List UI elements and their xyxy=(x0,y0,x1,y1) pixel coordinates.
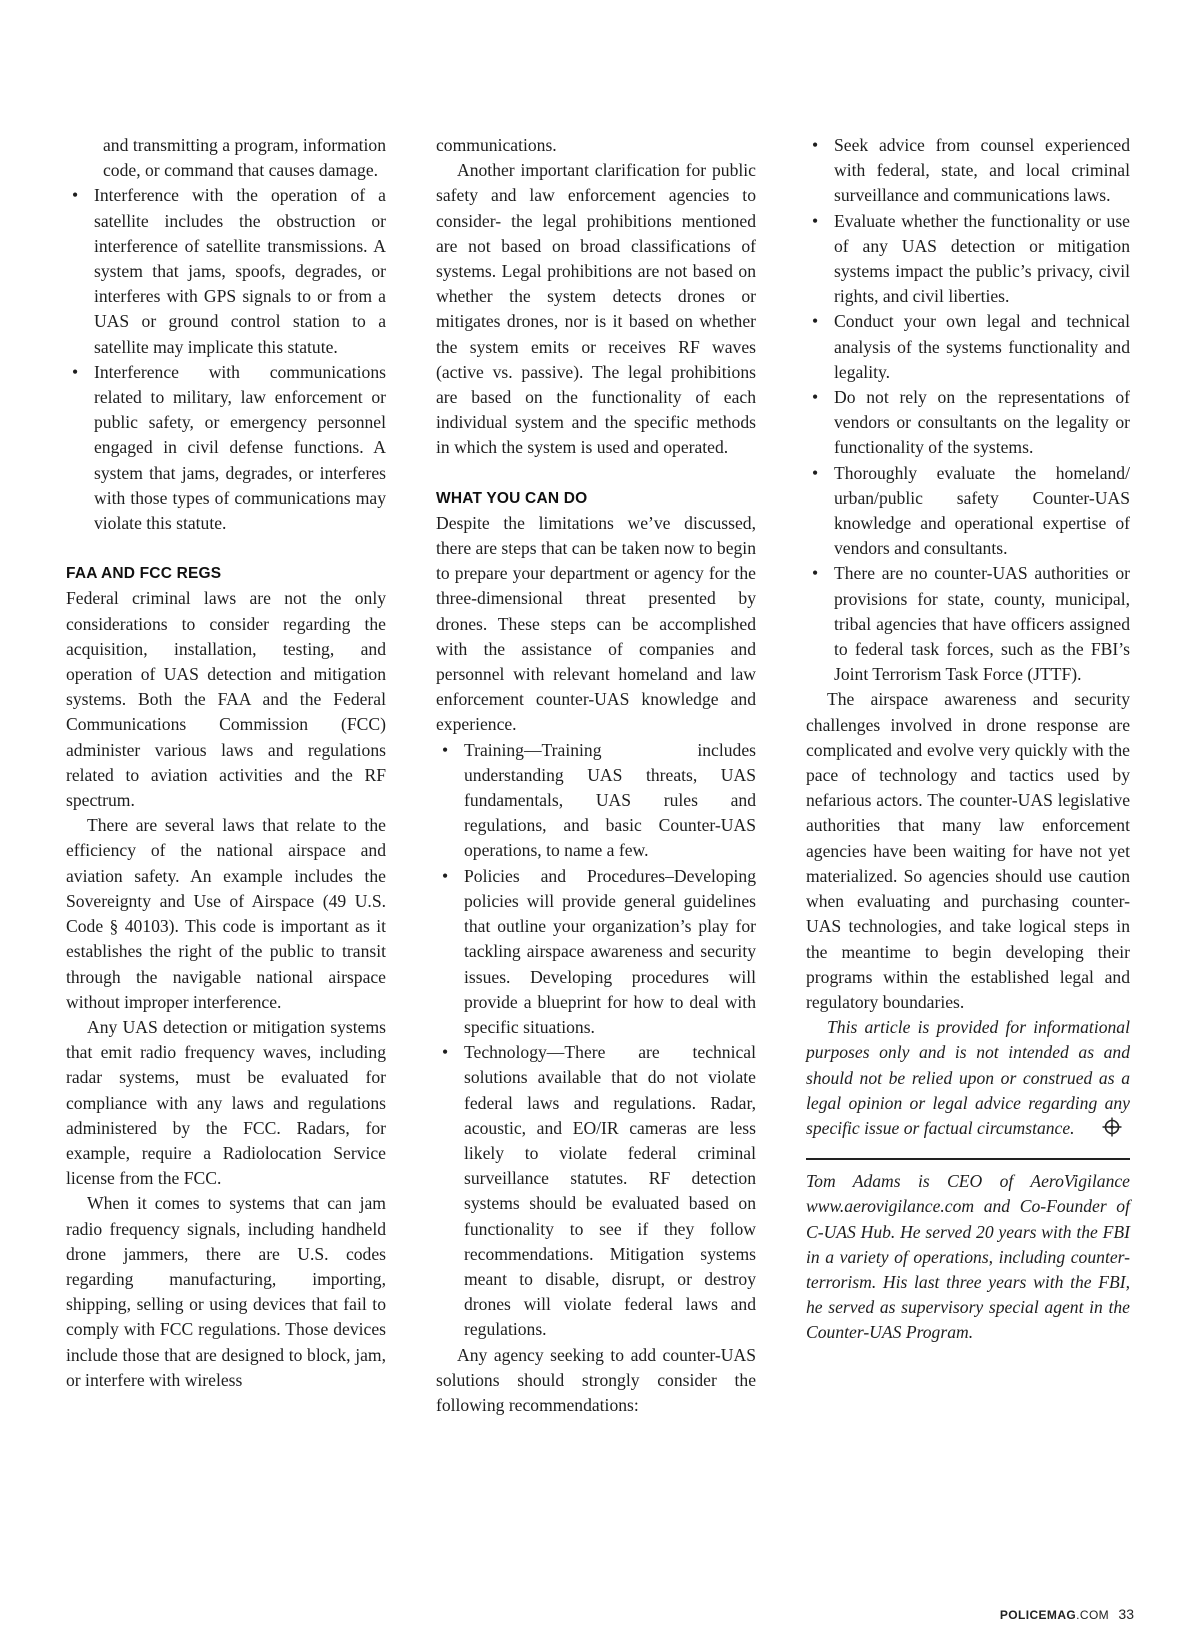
paragraph: Despite the limitations we’ve discussed, there are steps that can be taken now to begin to prepare your department or agency for the three-dimensional threat presented by drones. These steps can be accomplished with the assistance of companies and personnel with relevant homeland and law enforcement counter-UAS knowledge and experience. xyxy=(436,512,756,735)
continued-text: communications. xyxy=(436,135,557,155)
continued-bullet-text: and transmitting a program, information code, or command that causes damage. xyxy=(103,135,386,181)
crosshair-icon xyxy=(1081,1117,1122,1144)
list-item: • Interference with communications related to military, law enforcement or public safety, or emergency personnel engaged in civil defense functions. A system that jams, degrades, or interferes with those types of communications may violate this statute. xyxy=(72,361,386,534)
column-3 xyxy=(806,133,1130,1346)
list-item: • There are no counter-UAS authorities or provisions for state, county, municipal, tribal agencies that have officers assigned to federal task forces, such as the FBI’s Joint Terrorism Task Force (JTTF). xyxy=(812,563,1130,685)
author-bio: Tom Adams is CEO of AeroVigilance www.aerovigilance.com and Co-Founder of C-UAS Hub. He served 20 years with the FBI in a variety of operations, including counter-terrorism. His last three years with the FBI, he served as supervisory special agent in the Counter-UAS Program. xyxy=(806,1171,1130,1343)
list-item: • Evaluate whether the functionality or use of any UAS detection or mitigation systems impact the public’s privacy, civil rights, and civil liberties. xyxy=(812,210,1130,307)
bullet-list xyxy=(436,738,756,1343)
list-item: • Conduct your own legal and technical analysis of the systems functionality and legality. xyxy=(812,311,1130,382)
column-1 xyxy=(66,133,386,1393)
disclaimer-text: This article is provided for informational purposes only and is not intended as and should not be relied upon or construed as a legal opinion or legal advice regarding any specific issue or factual circumstance. xyxy=(806,1017,1130,1138)
list-item: • Training—Training includes understanding UAS threats, UAS fundamentals, UAS rules and regulations, and basic Counter-UAS operations, to name a few. xyxy=(442,739,756,861)
page-footer xyxy=(1000,1606,1134,1622)
list-item: • Interference with the operation of a satellite includes the obstruction or interference of satellite transmissions. A system that jams, spoofs, degrades, or interferes with GPS signals to or from a UAS or ground control station to a satellite may implicate this statute. xyxy=(72,185,386,357)
paragraph: The airspace awareness and security challenges involved in drone response are complicated and evolve very quickly with the pace of technology and tactics used by nefarious actors. The counter-UAS legislative authorities that many law enforcement agencies have been waiting for have not yet materialized. So agencies should use caution when evaluating and purchasing counter-UAS technologies, and take logical steps in the meantime to begin developing their programs within the established legal and regulatory boundaries. xyxy=(806,689,1130,1012)
site-name: POLICEMAG.COM xyxy=(999,1608,1110,1622)
disclaimer xyxy=(806,1015,1130,1144)
section-heading: WHAT YOU CAN DO xyxy=(436,489,588,507)
section-heading: FAA AND FCC REGS xyxy=(66,565,222,583)
paragraph: Any agency seeking to add counter-UAS solutions should strongly consider the following recommendations: xyxy=(436,1344,756,1415)
paragraph: Any UAS detection or mitigation systems that emit radio frequency waves, including radar systems, must be evaluated for compliance with any laws and regulations administered by the FCC. Radars, for example, require a Radiolocation Service license from the FCC. xyxy=(66,1016,386,1189)
list-item: • Thoroughly evaluate the homeland/ urban/public safety Counter-UAS knowledge and operational expertise of vendors and consultants. xyxy=(812,462,1130,559)
paragraph: When it comes to systems that can jam radio frequency signals, including handheld drone jammers, there are U.S. codes regarding manufacturing, importing, shipping, selling or using devices that fail to comply with FCC regulations. Those devices include those that are designed to block, jam, or interfere with wireless xyxy=(66,1193,386,1390)
paragraph: Another important clarification for public safety and law enforcement agencies to consider- the legal prohibitions mentioned are not based on broad classifications of systems. Legal prohibitions are not based on whether the system detects drones or mitigates drones, nor is it based on whether the system emits or receives RF waves (active vs. passive). The legal prohibitions are based on the functionality of each individual system and the specific methods in which the system is used and operated. xyxy=(436,160,756,458)
column-2 xyxy=(436,133,756,1418)
paragraph: There are several laws that relate to the efficiency of the national airspace and aviation safety. An example includes the Sovereignty and Use of Airspace (49 U.S. Code § 40103). This code is important as it establishes the right of the public to transit through the navigable national airspace without improper interference. xyxy=(66,815,386,1012)
paragraph: Federal criminal laws are not the only considerations to consider regarding the acquisition, installation, testing, and operation of UAS detection and mitigation systems. Both the FAA and the Federal Communications Commission (FCC) administer various laws and regulations related to aviation activities and the RF spectrum. xyxy=(66,588,386,811)
list-item: • Do not rely on the representations of vendors or consultants on the legality or functionality of the systems. xyxy=(812,387,1130,458)
divider xyxy=(806,1158,1130,1160)
bullet-list xyxy=(806,133,1130,687)
list-item: • Seek advice from counsel experienced with federal, state, and local criminal surveillance and communications laws. xyxy=(812,135,1130,206)
list-item: • Policies and Procedures–Developing policies will provide general guidelines that outline your organization’s play for tackling airspace awareness and security issues. Developing procedures will provide a blueprint for how to deal with specific situations. xyxy=(442,865,756,1037)
bullet-list xyxy=(66,183,386,536)
list-item: • Technology—There are technical solutions available that do not violate federal laws and regulations. Radar, acoustic, and EO/IR cameras are less likely to violate federal criminal surveillance statutes. RF detection systems should be evaluated based on functionality to see if they follow recommendations. Mitigation systems meant to disable, disrupt, or destroy drones will violate federal laws and regulations. xyxy=(442,1042,756,1340)
page-number: 33 xyxy=(1118,1606,1134,1622)
